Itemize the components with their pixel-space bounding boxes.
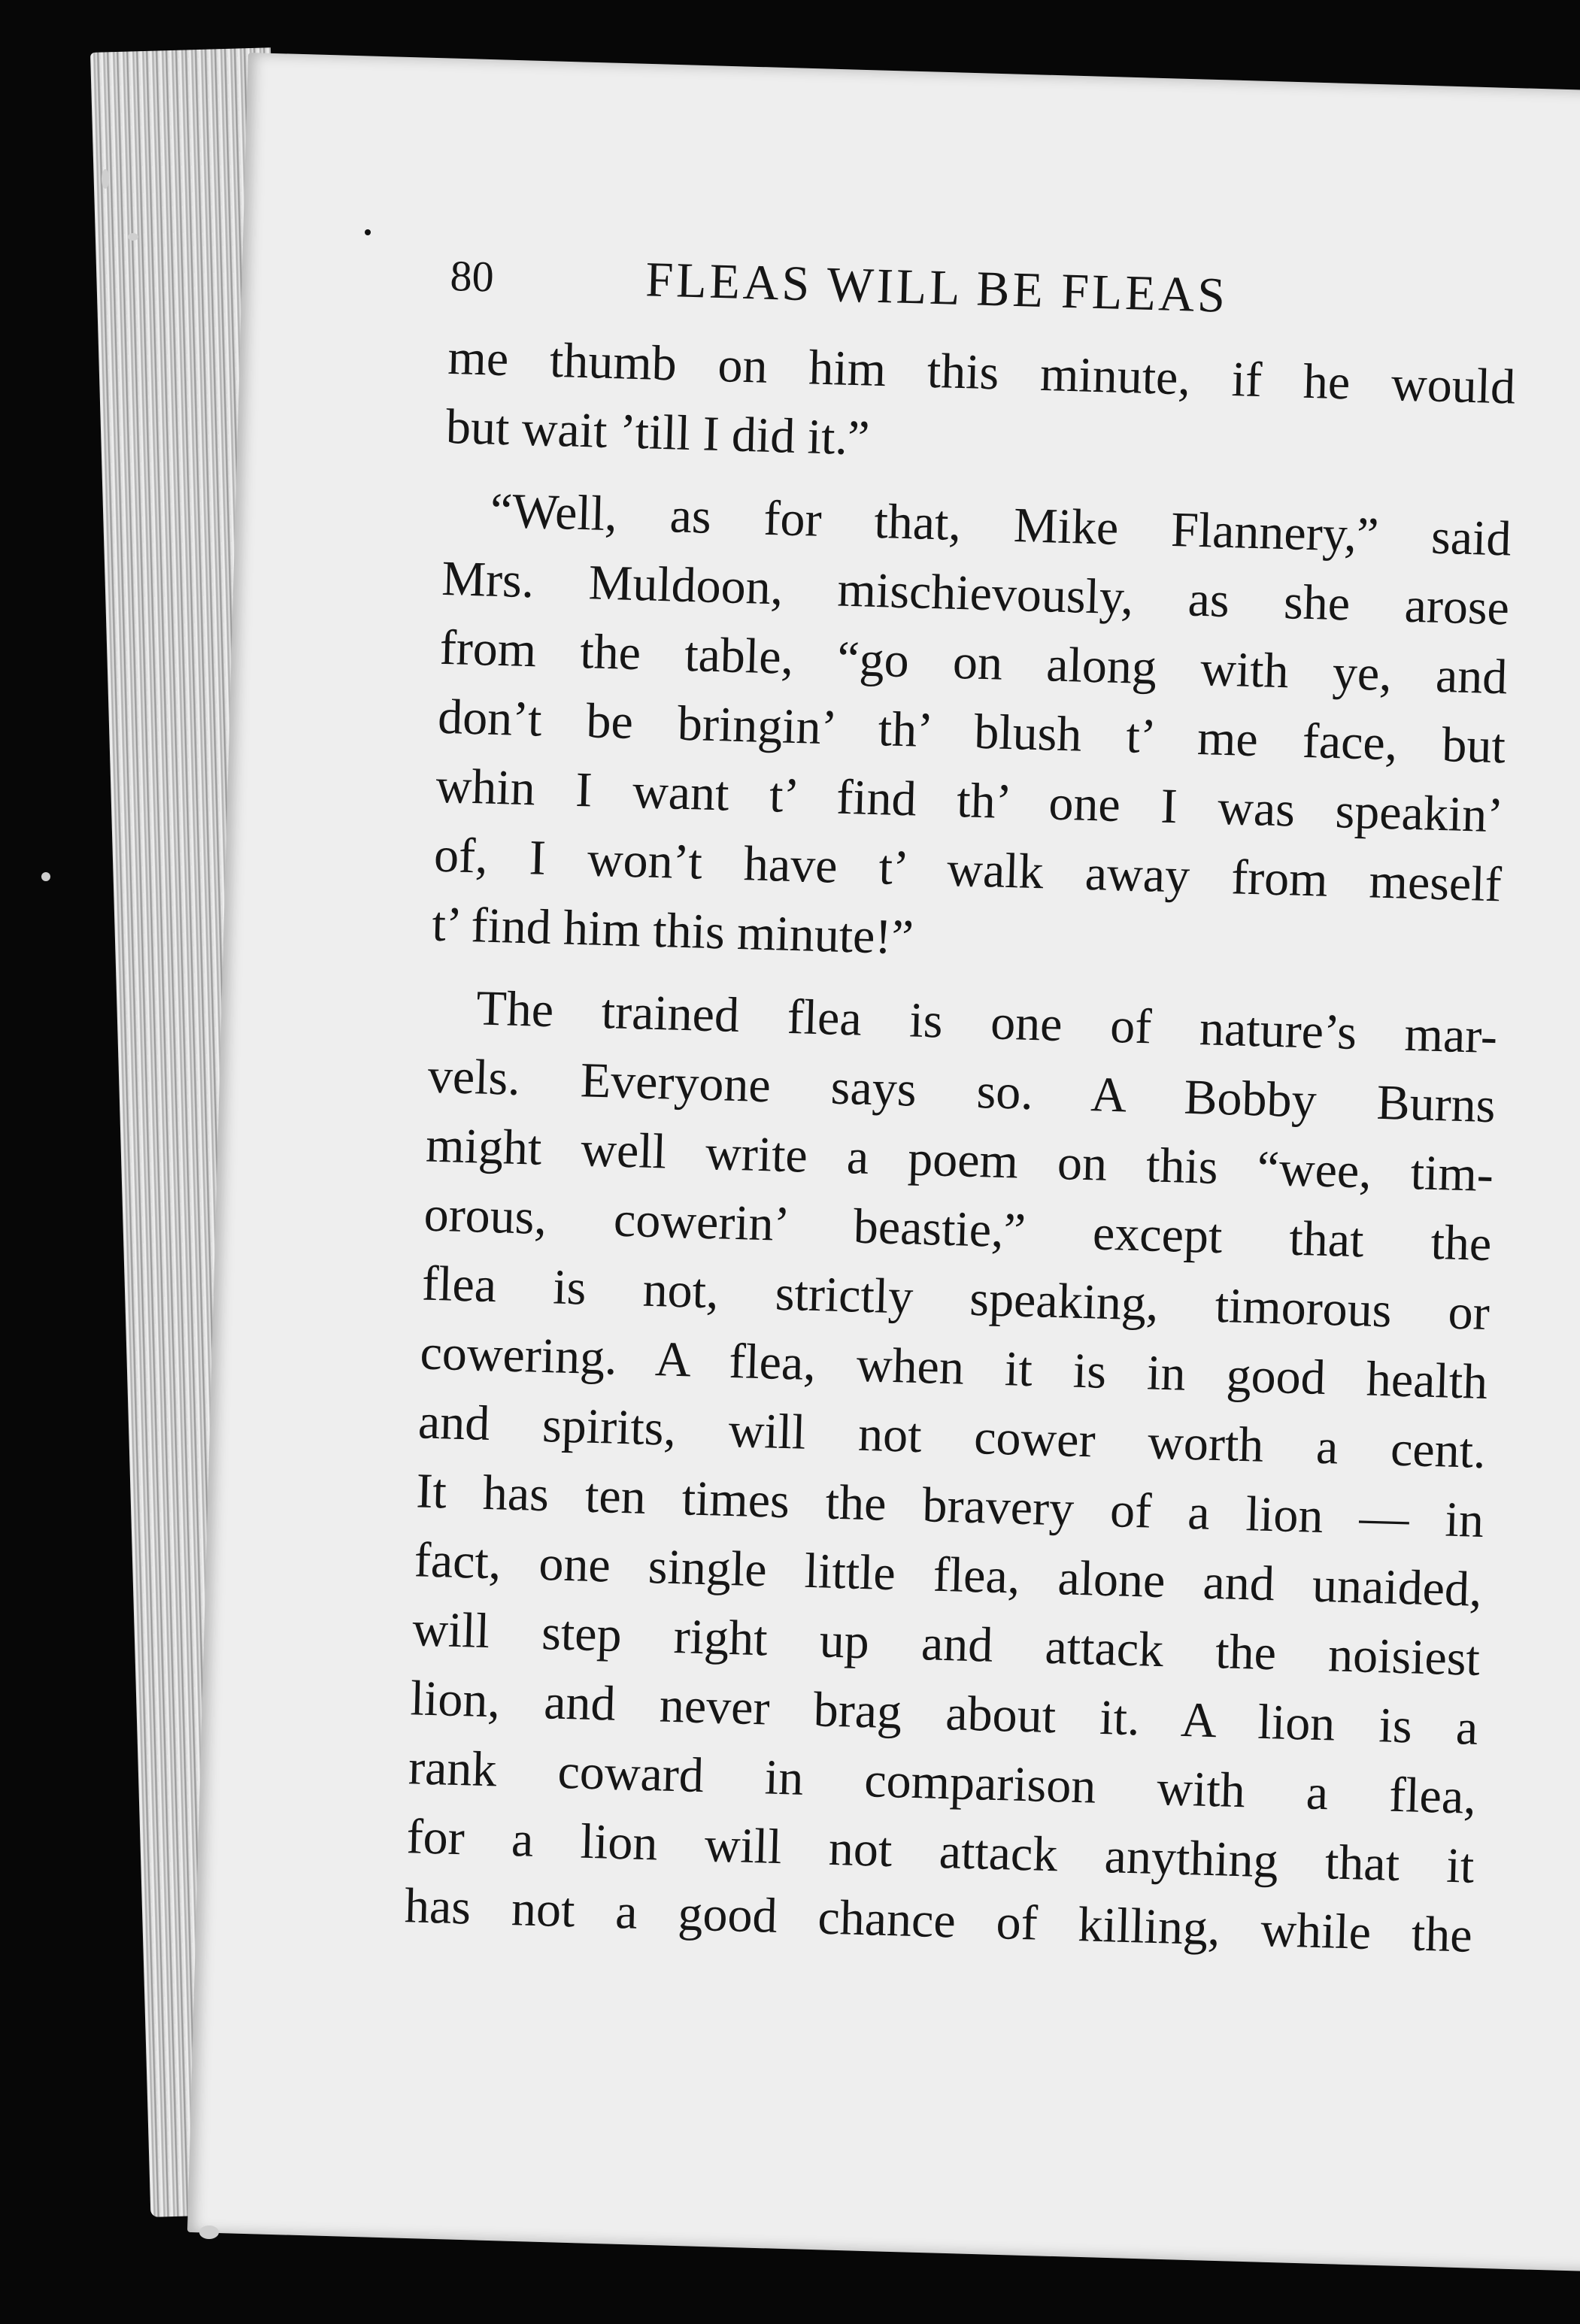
text-line: but wait ’till I did it.”: [445, 398, 871, 466]
text-line: whin I want t’ find th’ one I was speakin’: [435, 758, 1505, 844]
dust-speck: [102, 169, 109, 189]
text-line: rank coward in comparison with a flea,: [408, 1740, 1477, 1825]
text-line: It has ten times the bravery of a lion — in: [415, 1463, 1485, 1548]
text-line: and spirits, will not cower worth a cent.: [417, 1394, 1487, 1480]
page-text-block: [404, 241, 1519, 1971]
text-line: fact, one single little flea, alone and unaided,: [413, 1532, 1483, 1617]
text-line: The trained flea is one of nature’s mar-: [475, 980, 1498, 1065]
dust-speck: [199, 2226, 219, 2239]
text-line: me thumb on him this minute, if he would: [447, 329, 1517, 415]
dust-speck: [128, 233, 138, 241]
text-line: of, I won’t have t’ walk away from meself: [433, 827, 1503, 913]
dust-speck: [41, 872, 50, 881]
text-line: lion, and never brag about it. A lion is a: [409, 1671, 1479, 1756]
text-line: from the table, “go on along with ye, and: [438, 620, 1509, 705]
text-line: flea is not, strictly speaking, timorous or: [421, 1256, 1491, 1341]
text-line: t’ find him this minute!”: [431, 896, 914, 965]
running-head: FLEAS WILL BE FLEAS: [644, 252, 1229, 323]
page-number: 80: [449, 250, 495, 301]
text-line: will step right up and attack the noisiest: [411, 1601, 1481, 1686]
text-line: vels. Everyone says so. A Bobby Burns: [426, 1048, 1497, 1134]
paragraph-3: [404, 973, 1498, 1971]
text-line: has not a good chance of killing, while the: [404, 1878, 1473, 1963]
text-line: orous, cowerin’ beastie,” except that the: [423, 1186, 1493, 1272]
text-line: don’t be bringin’ th’ blush t’ me face, but: [437, 689, 1506, 774]
text-line: “Well, as for that, Mike Flannery,” said: [489, 483, 1512, 567]
paragraph-2: [431, 475, 1512, 989]
text-line: cowering. A flea, when it is in good health: [419, 1325, 1489, 1410]
text-line: Mrs. Muldoon, mischievously, as she arose: [441, 550, 1510, 636]
dust-speck: [365, 229, 371, 235]
text-line: might well write a poem on this “wee, tim-: [425, 1117, 1494, 1203]
text-line: for a lion will not attack anything that it: [405, 1809, 1475, 1894]
